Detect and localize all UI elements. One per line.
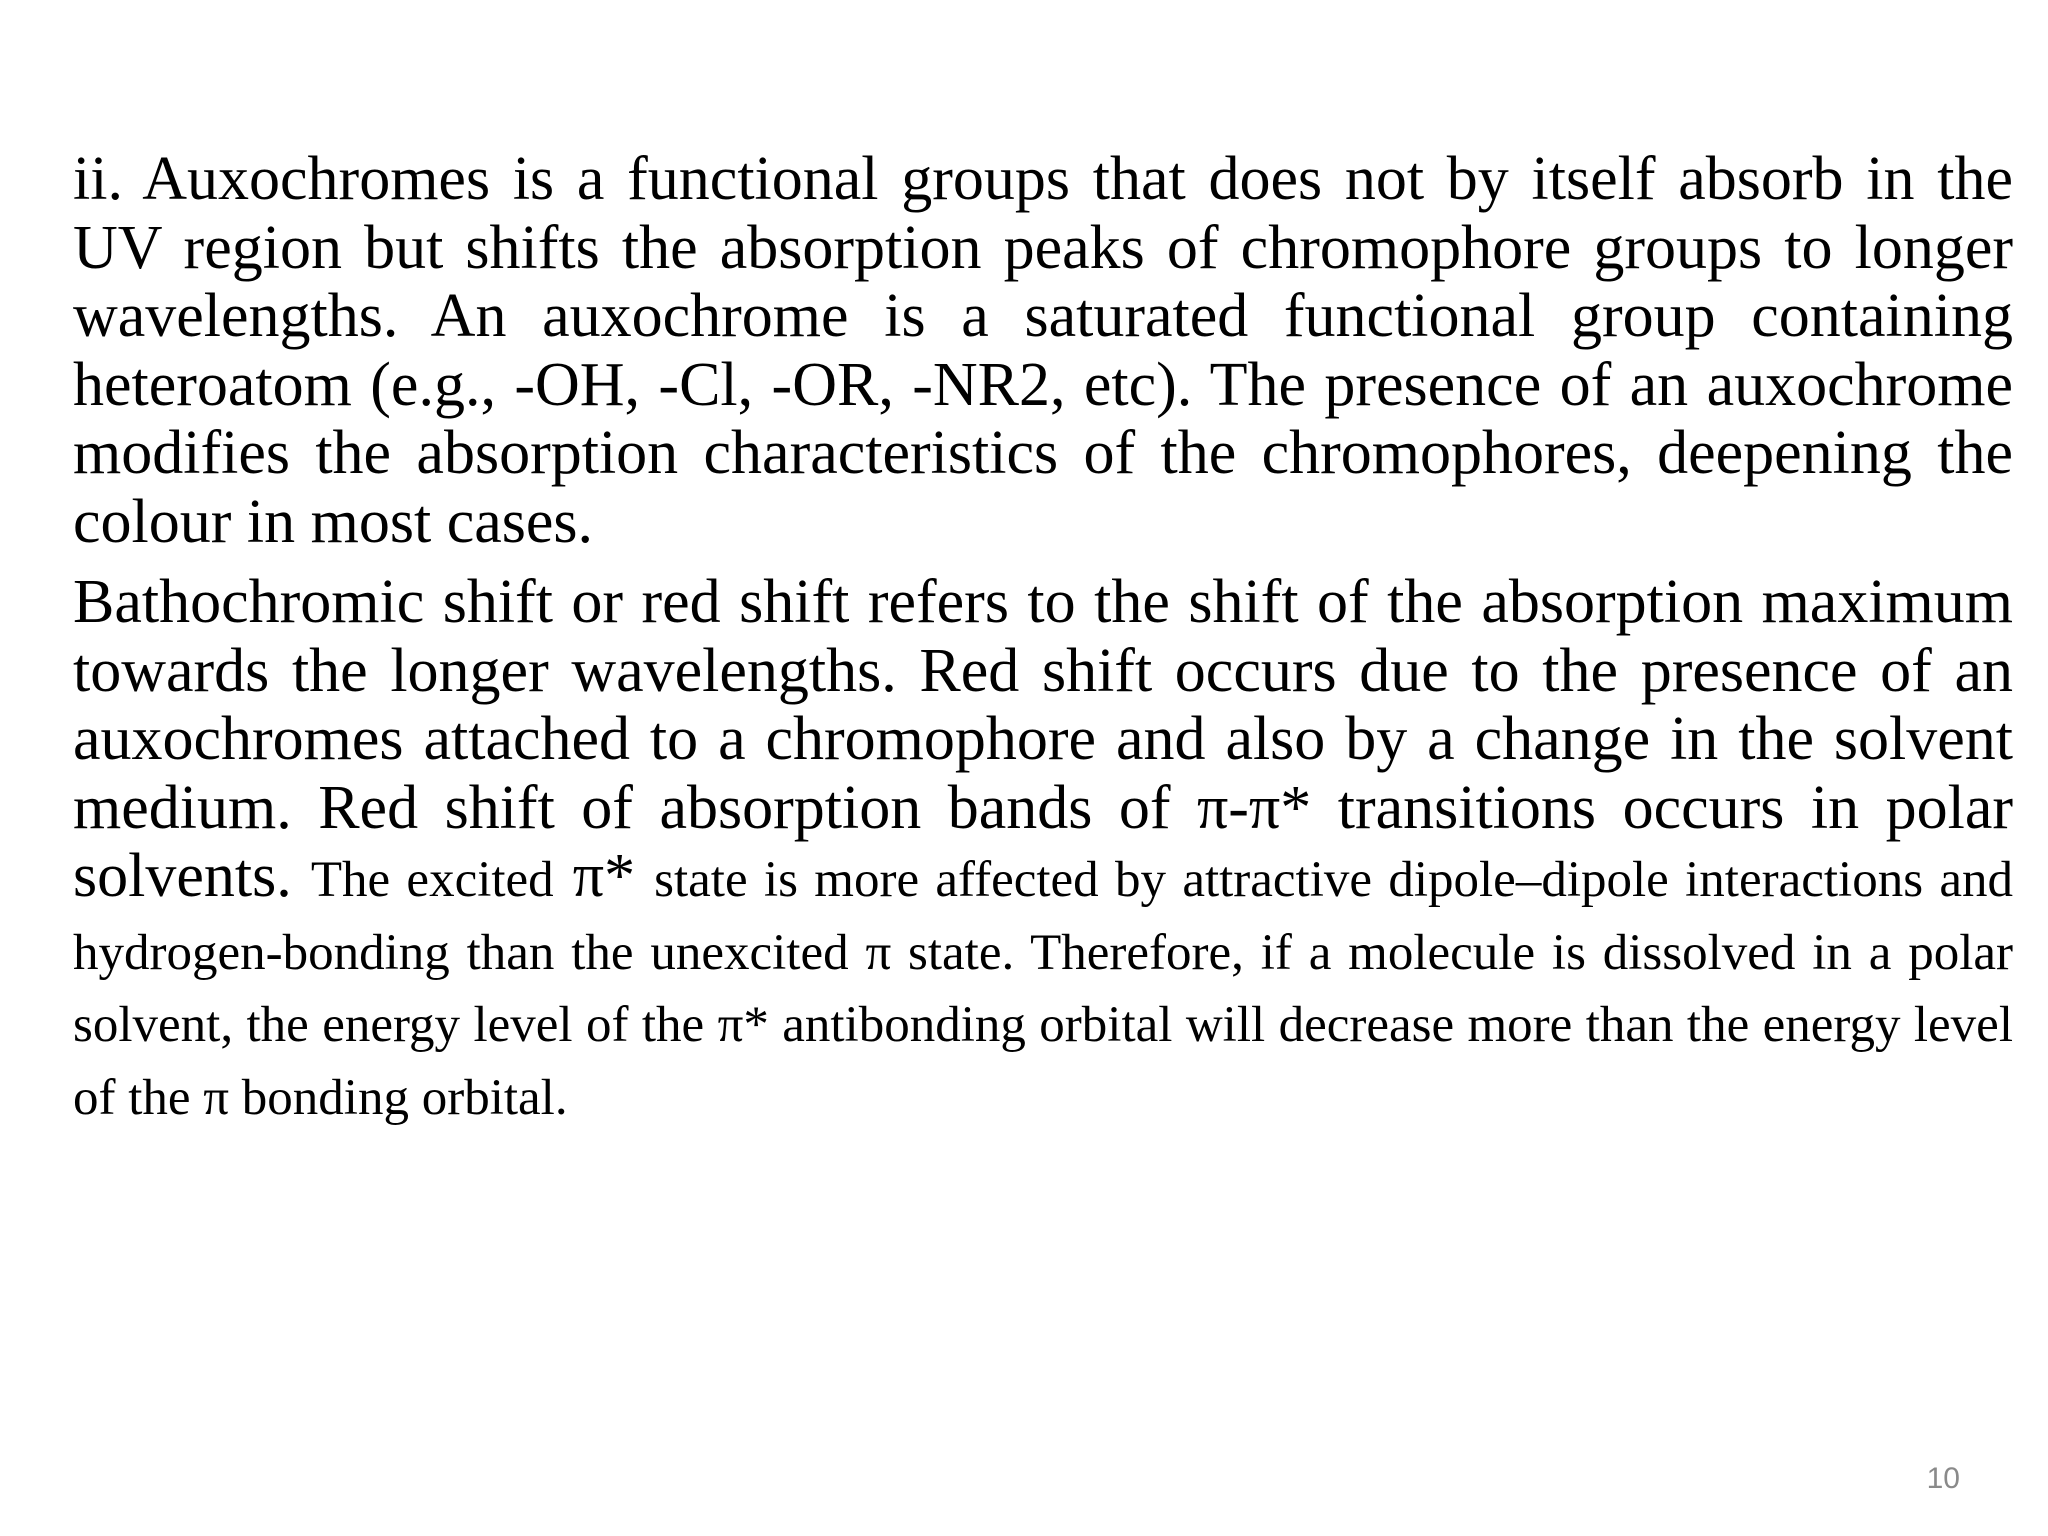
slide-body <box>73 145 2013 1132</box>
auxochromes-paragraph: ii. Auxochromes is a functional groups that does not by itself absorb in the UV region but shifts the absorption peaks of chromophore groups to longer wavelengths. An auxochrome is a saturated functional group containing heteroatom (e.g., -OH, -Cl, -OR, -NR2, etc). The presence of an auxochrome modifies the absorption characteristics of the chromophores, deepening the colour in most cases. <box>73 145 2013 556</box>
pi-star-symbol: π* <box>572 842 636 910</box>
page-number: 10 <box>1926 1462 1960 1495</box>
bathochromic-shift-text: Bathochromic shift or red shift refers to the shift of the absorption maximum towards the longer wavelengths. Red shift occurs due to the presence of an auxochromes attached to a chromophore and also by a change in the solvent medium. Red shift of absorption bands of π-π* transitions occurs in polar solvents. <box>73 568 2013 910</box>
excited-state-text-2: state is more affected by attractive dipole–dipole interactions and hydrogen-bonding than the unexcited π state. Therefore, if a molecule is dissolved in a polar solvent, the energy level of the π* antibonding orbital will decrease more than the energy level of the π bonding orbital. <box>73 852 2014 1126</box>
bathochromic-shift-paragraph <box>73 568 2013 1132</box>
excited-state-text-1: The excited <box>310 852 554 908</box>
